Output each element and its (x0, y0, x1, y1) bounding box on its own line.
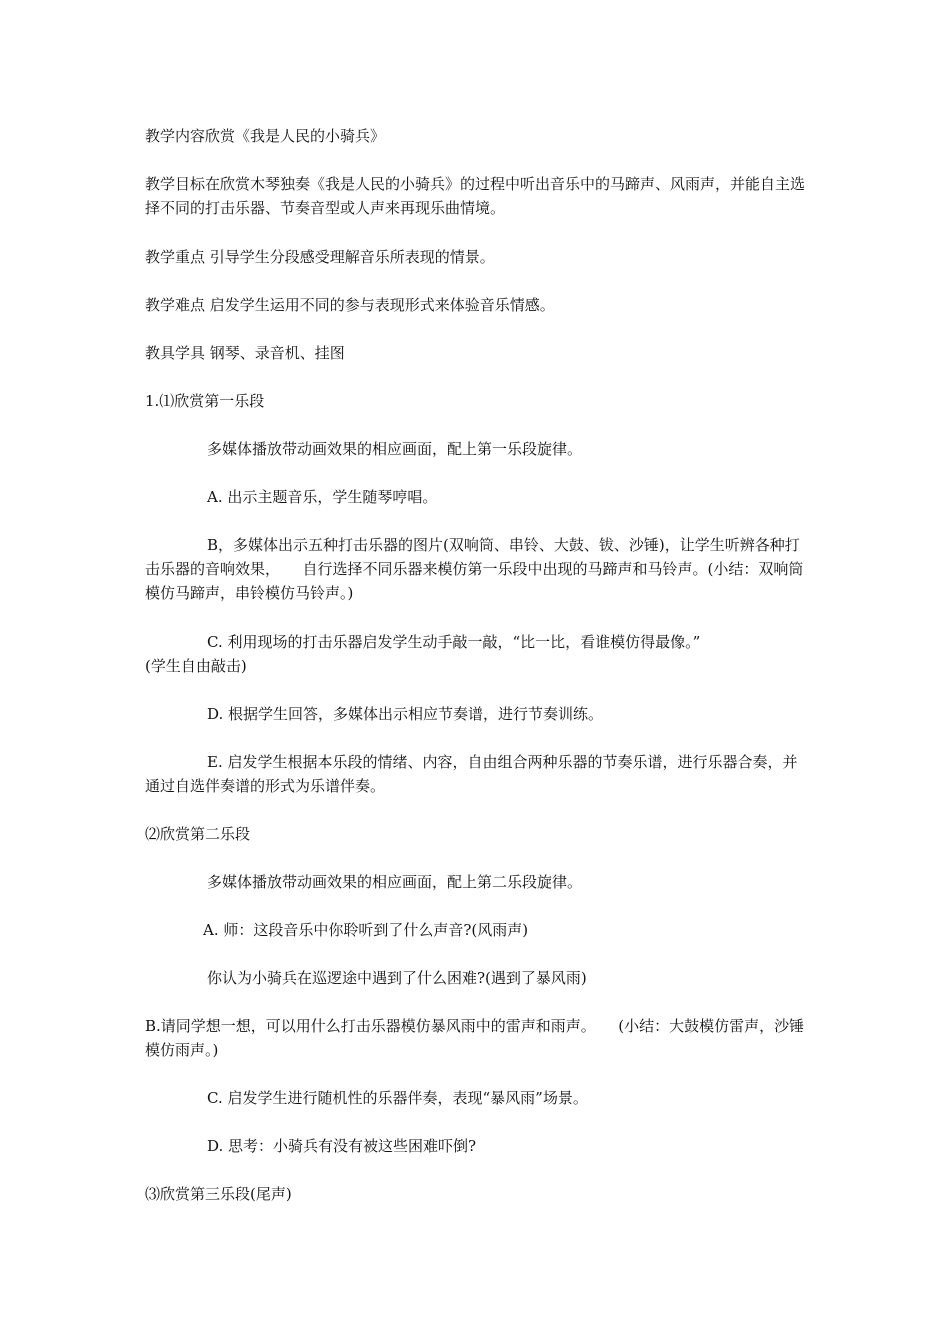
section-1-item-b: B，多媒体出示五种打击乐器的图片(双响筒、串铃、大鼓、钹、沙锤)，让学生听辨各种打击乐器的音响效果， 自行选择不同乐器来模仿第一乐段中出现的马蹄声和马铃声。(小结：双响筒模仿马蹄声，串铃模仿马铃声。) (145, 536, 804, 602)
lesson-difficulty: 教学难点 启发学生运用不同的参与表现形式来体验音乐情感。 (145, 296, 555, 314)
section-1-item-c-note: (学生自由敲击) (145, 657, 247, 675)
section-1-item-e: E. 启发学生根据本乐段的情绪、内容，自由组合两种乐器的节奏乐谱，进行乐器合奏，并通过自选伴奏谱的形式为乐谱伴奏。 (145, 753, 798, 795)
section-1-item-d: D. 根据学生回答，多媒体出示相应节奏谱，进行节奏训练。 (207, 705, 604, 723)
section-heading-3: ⑶欣赏第三乐段(尾声) (145, 1185, 292, 1203)
section-2-item-b: B.请同学想一想，可以用什么打击乐器模仿暴风雨中的雷声和雨声。 (小结：大鼓模仿雷声，沙锤模仿雨声。) (145, 1017, 805, 1059)
lesson-objective: 教学目标在欣赏木琴独奏《我是人民的小骑兵》的过程中听出音乐中的马蹄声、风雨声，并能自主选择不同的打击乐器、节奏音型或人声来再现乐曲情境。 (145, 175, 806, 217)
section-2-intro: 多媒体播放带动画效果的相应画面，配上第二乐段旋律。 (207, 873, 583, 891)
section-1-item-c: C. 利用现场的打击乐器启发学生动手敲一敲，“比一比，看谁模仿得最像。” (207, 633, 701, 651)
section-1-item-a: A. 出示主题音乐，学生随琴哼唱。 (207, 488, 438, 506)
section-1-intro: 多媒体播放带动画效果的相应画面，配上第一乐段旋律。 (207, 440, 583, 458)
section-heading-1: 1.⑴欣赏第一乐段 (145, 392, 265, 410)
section-2-item-a-question: 你认为小骑兵在巡逻途中遇到了什么困难?(遇到了暴风雨) (207, 969, 587, 987)
lesson-tools: 教具学具 钢琴、录音机、挂图 (145, 344, 345, 362)
lesson-content: 教学内容欣赏《我是人民的小骑兵》 (145, 127, 386, 145)
section-2-item-c: C. 启发学生进行随机性的乐器伴奏，表现“暴风雨”场景。 (207, 1089, 588, 1107)
section-2-item-d: D. 思考：小骑兵有没有被这些困难吓倒? (207, 1137, 477, 1155)
lesson-key-point: 教学重点 引导学生分段感受理解音乐所表现的情景。 (145, 248, 495, 266)
section-2-item-a: A. 师：这段音乐中你聆听到了什么声音?(风雨声) (203, 921, 529, 939)
section-heading-2: ⑵欣赏第二乐段 (145, 825, 251, 843)
